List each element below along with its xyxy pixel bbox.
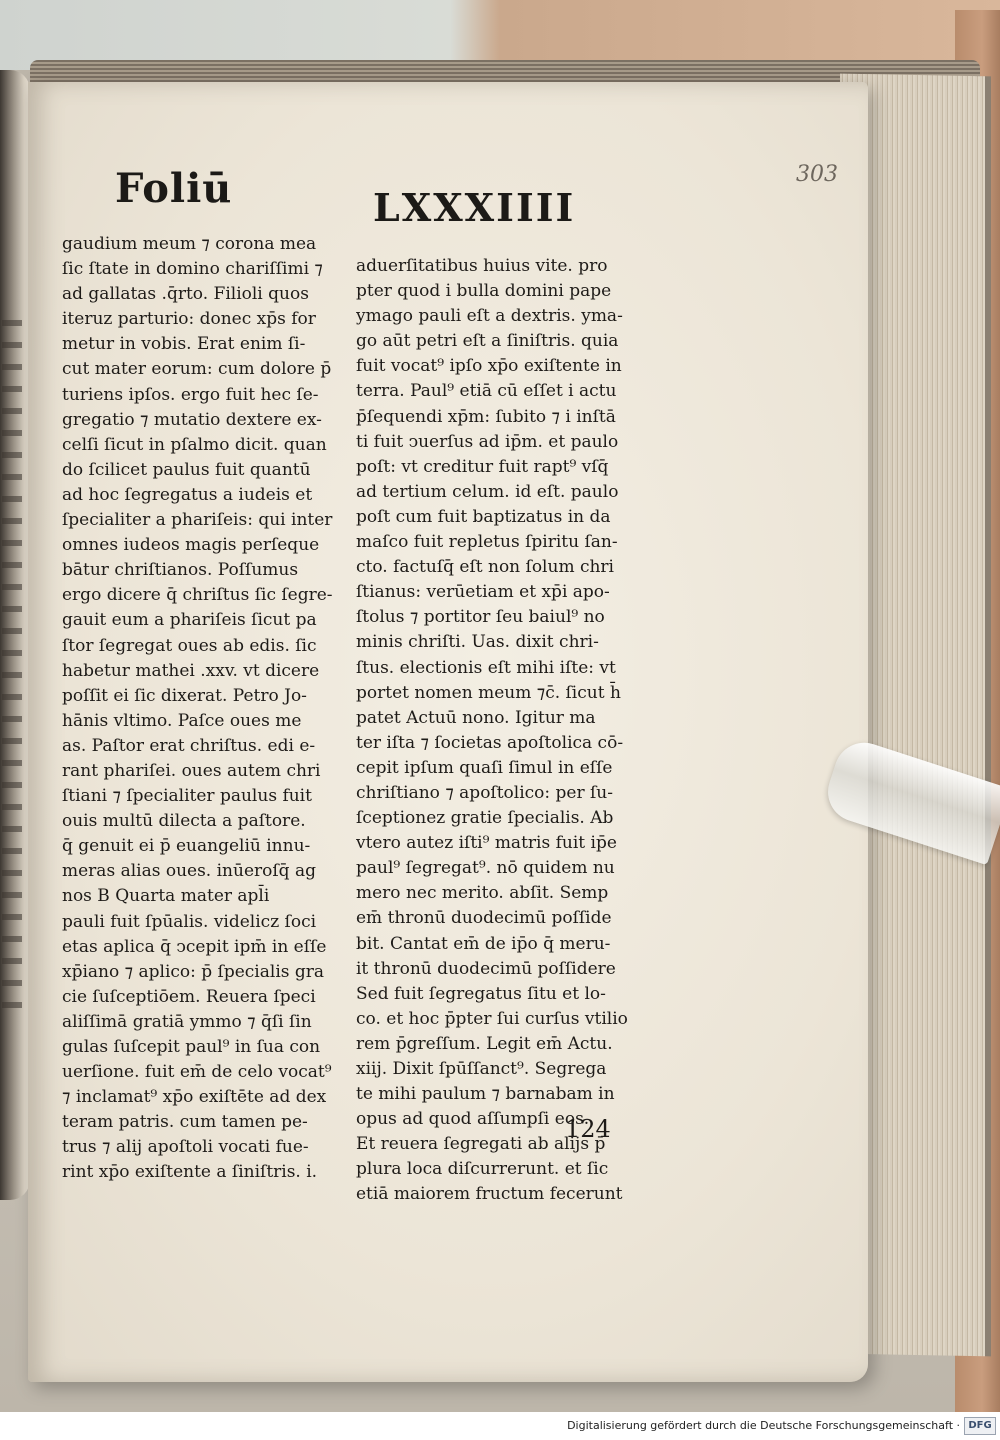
text-line: go aūt petri eſt a ſiniſtris. quia <box>356 331 619 352</box>
text-line: ad hoc ſegregatus a iudeis et <box>62 484 313 505</box>
text-line: opus ad quod aſſumpſi eos. <box>356 1109 590 1130</box>
text-line: ſtiani ⁊ ſpecialiter paulus fuit <box>62 786 312 807</box>
text-line: plura loca diſcurrerunt. et ſic <box>356 1159 609 1180</box>
text-line: iteruz parturio: donec xp̄s for <box>62 309 316 330</box>
running-head-folio: Foliū <box>115 165 233 212</box>
text-line: cie ſuſceptiōem. Reuera ſpeci <box>62 986 316 1007</box>
text-line: bit. Cantat em̄ de ip̄o q̄ meru- <box>356 933 611 954</box>
text-line: te mihi paulum ⁊ barnabam in <box>356 1084 615 1105</box>
text-line: pauli fuit ſpūalis. videlicz ſoci <box>62 911 317 932</box>
text-line: aliſſimā gratiā ymmo ⁊ q̄ſi ſin <box>62 1011 312 1032</box>
text-line: xiij. Dixit ſpūſſanct⁹. Segrega <box>356 1059 607 1079</box>
text-line: paul⁹ ſegregat⁹. nō quidem nu <box>356 858 615 879</box>
text-line: poſt: vt creditur fuit rapt⁹ vſq̄ <box>356 456 609 477</box>
text-line: p̄ſequendi xp̄m: ſubito ⁊ i inſtā <box>356 406 616 427</box>
text-line: portet nomen meum ⁊c̄. ſicut h̄ <box>356 682 621 703</box>
text-line: rant phariſei. oues autem chri <box>62 760 321 781</box>
text-line: ad gallatas .q̄rto. Filioli quos <box>62 284 309 305</box>
text-line: ter iſta ⁊ ſocietas apoſtolica cō- <box>356 732 624 753</box>
handwritten-page-number: 303 <box>796 162 838 187</box>
text-line: uerſione. fuit em̄ de celo vocat⁹ <box>62 1062 332 1083</box>
text-line: celſi ſicut in pſalmo dicit. quan <box>62 434 327 455</box>
text-line: gregatio ⁊ mutatio dextere ex- <box>62 409 322 430</box>
text-line: ſic ſtate in domino chariſſimi ⁊ <box>62 259 323 280</box>
text-line: ſtianus: verūetiam et xp̄i apo- <box>356 582 610 603</box>
text-line: Et reuera ſegregati ab alijs p̄ <box>356 1134 606 1155</box>
text-column-left <box>62 232 347 1186</box>
signature-mark: 124 <box>565 1115 611 1143</box>
text-line: gaudium meum ⁊ corona mea <box>62 234 317 254</box>
text-line: aduerſitatibus huius vite. pro <box>356 256 608 276</box>
text-line: ⁊ inclamat⁹ xp̄o exiſtēte ad dex <box>62 1087 327 1108</box>
text-line: turiens ipſos. ergo fuit hec ſe- <box>62 384 319 405</box>
text-line: teram patris. cum tamen pe- <box>62 1112 308 1133</box>
dfg-logo-icon: DFG <box>964 1417 996 1435</box>
text-line: ſtolus ⁊ portitor ſeu baiul⁹ no <box>356 607 605 628</box>
text-line: nos B Quarta mater apl̄i <box>62 886 270 907</box>
text-line: meras alias oues. inūeroſq̄ ag <box>62 861 316 882</box>
text-line: terra. Paul⁹ etiā cū eſſet i actu <box>356 381 617 402</box>
text-line: ſceptionez gratie ſpecialis. Ab <box>356 808 614 829</box>
text-line: ſtus. electionis eſt mihi iſte: vt <box>356 657 616 678</box>
text-line: omnes iudeos magis perſeque <box>62 535 320 556</box>
text-line: ergo dicere q̄ chriſtus ſic ſegre- <box>62 585 333 606</box>
text-line: chriſtiano ⁊ apoſtolico: per ſu- <box>356 782 614 803</box>
text-line: gauit eum a phariſeis ſicut pa <box>62 610 317 631</box>
text-line: patet Actuū nono. Igitur ma <box>356 707 596 728</box>
text-line: etiā maiorem fructum fecerunt <box>356 1184 623 1205</box>
text-column-right <box>356 254 640 1208</box>
text-line: pter quod i bulla domini pape <box>356 281 612 302</box>
footer-credit: Digitalisierung gefördert durch die Deutsche Forschungsgemeinschaft · <box>567 1419 960 1432</box>
text-line: ti fuit ↄuerſus ad ip̄m. et paulo <box>356 431 619 452</box>
text-line: it thronū duodecimū poſſidere <box>356 958 616 979</box>
text-line: minis chriſti. Uas. dixit chri- <box>356 632 599 653</box>
text-line: gulas ſuſcepit paul⁹ in ſua con <box>62 1037 321 1057</box>
text-line: ad tertium celum. id eſt. paulo <box>356 481 619 502</box>
text-line: rint xp̄o exiſtente a ſiniſtris. i. <box>62 1162 318 1183</box>
running-head-folio-number: LXXXIIII <box>373 185 576 230</box>
text-line: poſt cum fuit baptizatus in da <box>356 506 611 527</box>
text-line: hānis vltimo. Paſce oues me <box>62 710 302 731</box>
text-line: Sed fuit ſegregatus ſitu et lo- <box>356 983 606 1004</box>
text-line: cepit ipſum quaſi ſimul in eſſe <box>356 757 613 778</box>
text-line: rem p̄greſſum. Legit em̄ Actu. <box>356 1033 613 1054</box>
text-line: ſtor ſegregat oues ab edis. ſic <box>62 635 317 656</box>
text-line: maſco fuit repletus ſpiritu ſan- <box>356 532 618 553</box>
text-line: mero nec merito. abſit. Semp <box>356 883 609 904</box>
text-line: ſpecialiter a phariſeis: qui inter <box>62 510 333 531</box>
text-line: do ſcilicet paulus fuit quantū <box>62 459 311 480</box>
text-line: etas aplica q̄ ↄcepit ipm̄ in eſſe <box>62 936 327 957</box>
text-line: trus ⁊ alij apoſtoli vocati fue- <box>62 1137 309 1158</box>
facing-page-edge <box>0 70 30 1200</box>
text-line: cto. factuſq̄ eſt non ſolum chri <box>356 557 614 578</box>
text-line: xp̄iano ⁊ aplico: p̄ ſpecialis gra <box>62 961 325 982</box>
text-line: em̄ thronū duodecimū poſſide <box>356 908 612 929</box>
text-line: vtero autez iſti⁹ matris fuit ip̄e <box>356 833 617 854</box>
text-line: poſſit ei ſic dixerat. Petro Jo- <box>62 685 307 706</box>
text-line: ouis multū dilecta a paſtore. <box>62 811 306 832</box>
text-line: q̄ genuit ei p̄ euangeliū innu- <box>62 836 311 857</box>
text-line: ymago pauli eſt a dextris. yma- <box>356 306 623 327</box>
text-line: bātur chriſtianos. Poſſumus <box>62 560 299 581</box>
footer-bar <box>0 1412 1000 1440</box>
text-line: metur in vobis. Erat enim ſi- <box>62 334 306 355</box>
text-line: co. et hoc p̄pter ſui curſus vtilio <box>356 1008 628 1029</box>
text-line: fuit vocat⁹ ipſo xp̄o exiſtente in <box>356 356 622 377</box>
facing-page-text <box>2 320 22 1020</box>
text-line: habetur mathei .xxv. vt dicere <box>62 660 320 681</box>
text-line: cut mater eorum: cum dolore p̄ <box>62 359 332 380</box>
text-line: as. Paſtor erat chriſtus. edi e- <box>62 735 316 756</box>
